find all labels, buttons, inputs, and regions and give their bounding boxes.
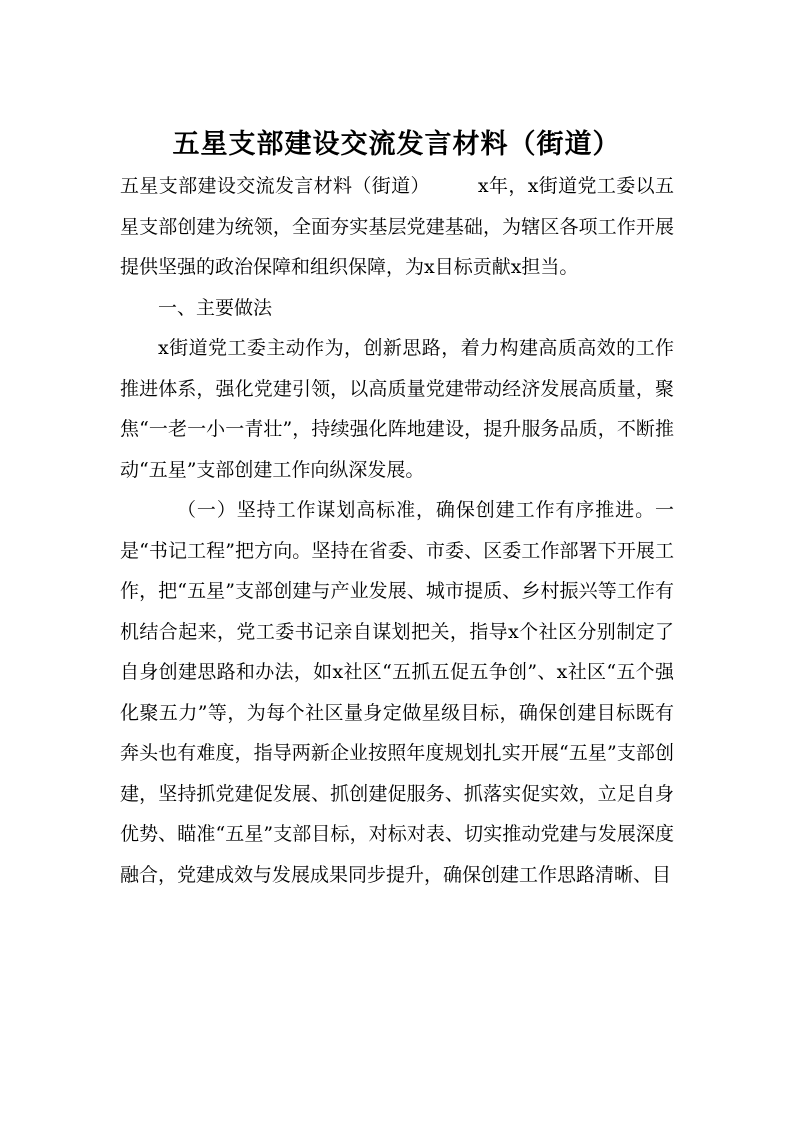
paragraph-intro: [120, 166, 674, 288]
paragraph-intro-text: x年，x街道党工委以五星支部创建为统领，全面夯实基层党建基础，为辖区各项工作开展提供坚强的政治保障和组织保障，为x目标贡献x担当。: [120, 175, 674, 278]
paragraph-section-one: （一）坚持工作谋划高标准，确保创建工作有序推进。一是“书记工程”把方向。坚持在省委、市委、区委工作部署下开展工作，把“五星”支部创建与产业发展、城市提质、乡村振兴等工作有机结合起来，党工委书记亲自谋划把关，指导x个社区分别制定了自身创建思路和办法，如x社区“五抓五促五争创”、x社区“五个强化聚五力”等，为每个社区量身定做星级目标，确保创建目标既有奔头也有难度，指导两新企业按照年度规划扎实开展“五星”支部创建，坚持抓党建促发展、抓创建促服务、抓落实促实效，立足自身优势、瞄准“五星”支部目标，对标对表、切实推动党建与发展深度融合，党建成效与发展成果同步提升，确保创建工作思路清晰、目: [120, 499, 674, 886]
paragraph-intro-lead: 五星支部建设交流发言材料（街道）: [120, 175, 430, 197]
paragraph-overview: x街道党工委主动作为，创新思路，着力构建高质高效的工作推进体系，强化党建引领，以高质量党建带动经济发展高质量，聚焦“一老一小一青壮”，持续强化阵地建设，提升服务品质，不断推动“五星”支部创建工作向纵深发展。: [120, 337, 674, 481]
section-heading-main-practices: 一、主要做法: [158, 296, 273, 319]
document-body: [120, 166, 674, 895]
document-title: 五星支部建设交流发言材料（街道）: [172, 129, 621, 160]
